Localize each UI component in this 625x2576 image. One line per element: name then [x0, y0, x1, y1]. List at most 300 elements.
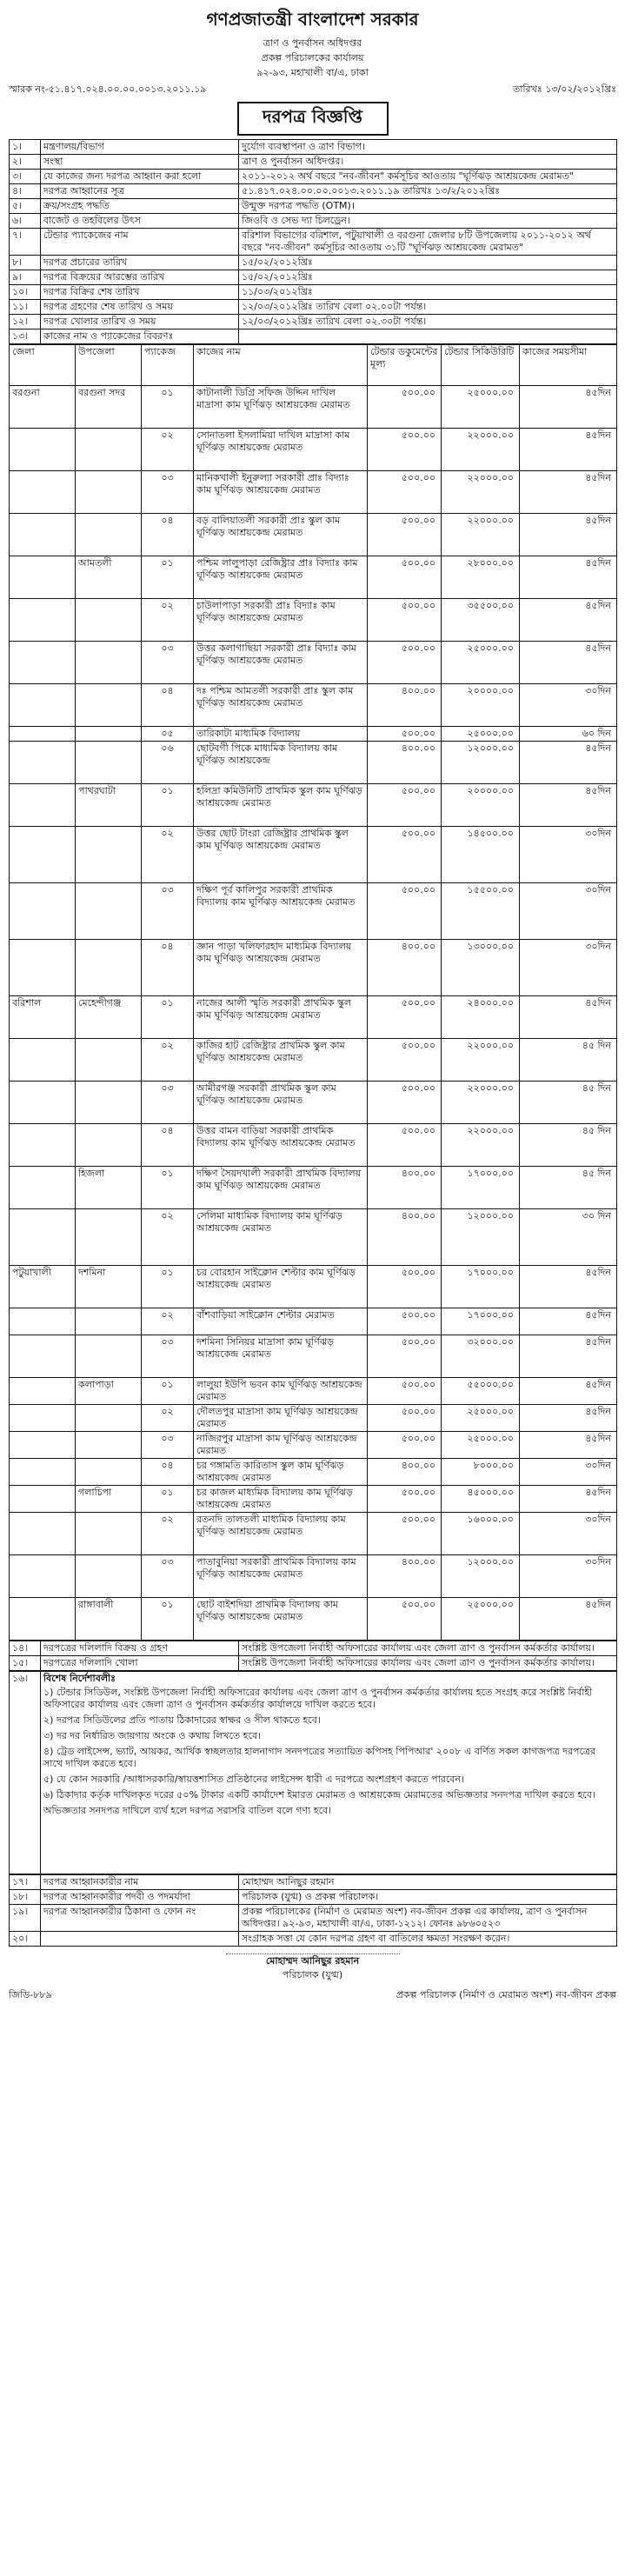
tail-row: [10, 1641, 617, 1656]
package-row: [10, 1486, 617, 1513]
info-row: [10, 285, 617, 300]
col-work-name: কাজের নাম: [194, 345, 368, 386]
info-row: [10, 155, 617, 170]
package-upazila: মেহেন্দীগঞ্জ: [76, 996, 142, 1039]
package-number: ০১: [142, 1378, 194, 1405]
package-security: ২০০০০.০০: [442, 784, 520, 827]
package-security: ৮০০০.০০: [442, 1459, 520, 1486]
package-work-name: কাটানালী ডিগ্রি সফিজ উদ্দিন দাখিল মাদ্রাসা কাম ঘূর্ণিঝড় আশ্রয়কেন্দ্র মেরামত: [194, 386, 368, 429]
package-duration: ৪৫দিন: [520, 429, 617, 471]
package-district: [10, 883, 76, 940]
package-duration: ৪৫দিন: [520, 599, 617, 642]
package-number: ০৩: [142, 642, 194, 684]
officer-row-label: [41, 1932, 239, 1947]
info-row: [10, 256, 617, 270]
package-number: ০২: [142, 1039, 194, 1082]
package-security: ১২০০০.০০: [442, 1209, 520, 1266]
package-upazila: [76, 684, 142, 727]
info-row: [10, 199, 617, 214]
package-security: ২৫০০০.০০: [442, 1405, 520, 1432]
package-work-name: নাজিরপুর মাদ্রাসা কাম ঘূর্ণিঝড় আশ্রয়কেন্দ্র মেরামত: [194, 1432, 368, 1459]
package-doc-price: ৫০০.০০: [368, 471, 442, 514]
package-row: [10, 599, 617, 642]
package-duration: ৪৫ দিন: [520, 1082, 617, 1124]
package-upazila: দশমিনা: [76, 1266, 142, 1308]
package-security: ২৫০০০.০০: [442, 386, 520, 429]
package-doc-price: ৫০০.০০: [368, 1124, 442, 1167]
package-upazila: বরগুনা সদর: [76, 386, 142, 429]
package-upazila: হিজলা: [76, 1167, 142, 1209]
info-row-label: দরপত্র খোলার তারিখ ও সময়: [41, 315, 239, 329]
memo-number: স্মারক নং-৫১.৪১৭.০২৪.০০.০০.০০১৩.২০১১.১৯: [9, 83, 207, 95]
info-row-number: ২।: [10, 155, 41, 170]
package-work-name: চাউলাপাড়া সরকারী প্রাঃ বিদ্যাঃ কাম ঘূর্ণিঝড় আশ্রয়কেন্দ্র মেরামত: [194, 599, 368, 642]
package-work-name: দক্ষিণ পূর্ব কালিপুর সরকারী প্রাথমিক বিদ্যালয় কাম ঘূর্ণিঝড় আশ্রয়কেন্দ্র মেরামত: [194, 883, 368, 940]
package-security: ৫৫০০০.০০: [442, 1378, 520, 1405]
package-duration: ৪৫দিন: [520, 742, 617, 784]
package-security: ৩২০০০.০০: [442, 1335, 520, 1378]
info-row-value: বরিশাল বিভাগের বরিশাল, পটুয়াখালী ও বরগুনা জেলার ৮টি উপজেলায় ২০১১-২০১২ অর্থ বছরে "নব-জীবন" কর্মসূচির আওতায় ৩১টি "ঘূর্ণিঝড় আশ্রয়কেন্দ্র মেরামত": [239, 229, 617, 256]
package-security: ২২০০০.০০: [442, 429, 520, 471]
package-security: ২৫০০০.০০: [442, 642, 520, 684]
package-upazila: [76, 1209, 142, 1266]
package-upazila: [76, 642, 142, 684]
package-number: ০১: [142, 1266, 194, 1308]
col-district: জেলা: [10, 345, 76, 386]
package-upazila: [76, 1432, 142, 1459]
package-security: ৪৫০০০.০০: [442, 1486, 520, 1513]
info-row-number: ৭।: [10, 229, 41, 256]
package-doc-price: ৫০০.০০: [368, 827, 442, 883]
package-doc-price: ৫০০.০০: [368, 1039, 442, 1082]
info-row-value: ত্রাণ ও পুনর্বাসন অধিদপ্তর।: [239, 155, 617, 170]
package-doc-price: ৫০০.০০: [368, 1335, 442, 1378]
package-work-name: বাঁশবাড়িয়া সাইক্লোন শেল্টার মেরামত: [194, 1308, 368, 1335]
package-row: [10, 1124, 617, 1167]
package-district: [10, 599, 76, 642]
package-row: [10, 684, 617, 727]
package-row: [10, 1167, 617, 1209]
package-row: [10, 1308, 617, 1335]
special-instruction-item: ৬) ঠিকাদার কর্তৃক দাখিলকৃত দরের ৫০% টাকার একটি কার্যাদেশ ইমারত মেরামত ও আশ্রয়কেন্দ্র মেরামতের অভিজ্ঞতার সনদপত্র দাখিল করতে হবে।: [43, 1789, 595, 1801]
signatory-designation: পরিচালক (যুগ্ম): [282, 1969, 343, 1980]
package-number: ০৪: [142, 684, 194, 727]
package-doc-price: ৫০০.০০: [368, 514, 442, 556]
officer-row-value: সংগ্রাহক সত্তা যে কোন দরপত্র গ্রহণ বা বাতিলের ক্ষমতা সংরক্ষণ করেন।: [239, 1932, 617, 1947]
package-number: ০৩: [142, 883, 194, 940]
package-upazila: [76, 1405, 142, 1432]
officer-row-number: ১৯।: [10, 1905, 41, 1932]
package-district: [10, 1555, 76, 1598]
special-title: বিশেষ নির্দেশাবলীঃ: [43, 1673, 116, 1684]
office-name: প্রকল্প পরিচালকের কার্যালয়: [261, 52, 364, 63]
package-district: [10, 1486, 76, 1513]
package-header-row: [10, 345, 617, 386]
package-security: ২২০০০.০০: [442, 514, 520, 556]
officer-row: [10, 1905, 617, 1932]
package-number: ০৪: [142, 1124, 194, 1167]
package-number: ০১: [142, 1167, 194, 1209]
package-row: [10, 556, 617, 599]
package-work-name: দঃ পশ্চিম আমতলী সরকারী প্রাঃ স্কুল কাম ঘূর্ণিঝড় আশ্রয়কেন্দ্র মেরামত: [194, 684, 368, 727]
package-row: [10, 1082, 617, 1124]
signature-block: [9, 1954, 616, 1982]
package-duration: ৩০দিন: [520, 1459, 617, 1486]
package-duration: ৩০ দিন: [520, 1209, 617, 1266]
package-security: ২২০০০.০০: [442, 1124, 520, 1167]
package-number: ০১: [142, 1598, 194, 1641]
package-work-name: উত্তর বামন বাড়িয়া সরকারী প্রাথমিক বিদ্যালয় কাম ঘূর্ণিঝড় আশ্রয়কেন্দ্র মেরামত: [194, 1124, 368, 1167]
package-upazila: [76, 1082, 142, 1124]
package-duration: ৪৫দিন: [520, 1378, 617, 1405]
package-number: ০৩: [142, 471, 194, 514]
package-security: ২৫০০০.০০: [442, 1432, 520, 1459]
package-duration: ৩০দিন: [520, 827, 617, 883]
package-number: ০১: [142, 996, 194, 1039]
package-security: ২৮০০০.০০: [442, 556, 520, 599]
package-number: ০২: [142, 827, 194, 883]
package-upazila: রাঙ্গাবালী: [76, 1598, 142, 1641]
package-row: [10, 1266, 617, 1308]
info-row-value: ১২/০৩/২০১২খ্রিঃ তারিখ বেলা ০২.০০টা পর্যন্ত।: [239, 300, 617, 315]
officer-row: [10, 1890, 617, 1905]
package-row: [10, 1209, 617, 1266]
info-row-value: ১৫/০২/২০১২খ্রিঃ: [239, 270, 617, 285]
tail-row-value: সংশ্লিষ্ট উপজেলা নির্বাহী অফিসারের কার্যালয় এবং জেলা ত্রাণ ও পুনর্বাসন কর্মকর্তার কার্যালয়।: [239, 1641, 617, 1656]
info-row-label: দরপত্র বিক্রয়ের আরম্ভের তারিখ: [41, 270, 239, 285]
info-row-number: ৯।: [10, 270, 41, 285]
package-row: [10, 883, 617, 940]
special-instruction-item: ১) টেন্ডার সিডিউল, সংশ্লিষ্ট উপজেলা নির্বাহী অফিসারের কার্যালয় এবং জেলা ত্রাণ ও পুনর্বাসন কর্মকর্তার কার্যালয় হতে সংগ্রহ করে সংশ্লিষ্ট নির্বাহী অফিসারের কার্যালয় এবং জেলা ত্রাণ ও পুনর্বাসন কর্মকর্তার কার্যালয়ে দাখিল করতে হবে।: [43, 1687, 593, 1710]
package-work-name: জ্ঞান পাড়া খলিফারহাদ মাধ্যমিক বিদ্যালয় কাম ঘূর্ণিঝড় আশ্রয়কেন্দ্র মেরামত: [194, 940, 368, 996]
package-district: [10, 1378, 76, 1405]
package-row: [10, 1378, 617, 1405]
info-row-label: ক্রয়/সংগ্রহ পদ্ধতি: [41, 199, 239, 214]
package-security: ৩৫৫০০.০০: [442, 599, 520, 642]
info-row-label: মন্ত্রণালয়/বিভাগ: [41, 140, 239, 155]
package-district: [10, 1082, 76, 1124]
package-row: [10, 386, 617, 429]
notice-title: দরপত্র বিজ্ঞপ্তি: [237, 102, 389, 136]
special-body: [41, 1672, 617, 1874]
package-security: ১৬০০০.০০: [442, 1513, 520, 1555]
special-instruction-item: ২) দরপত্র সিডিউলের প্রতি পাতায় ঠিকাদারের স্বাক্ষর ও সীল থাকতে হবে।: [43, 1714, 321, 1726]
package-district: [10, 784, 76, 827]
package-doc-price: ৫০০.০০: [368, 1308, 442, 1335]
package-row: [10, 1405, 617, 1432]
package-duration: ৪৫দিন: [520, 784, 617, 827]
officer-table: [9, 1874, 617, 1947]
col-doc-price: টেন্ডার ডকুমেন্টের মূল্য: [368, 345, 442, 386]
tail-row: [10, 1656, 617, 1671]
package-doc-price: ৪০০.০০: [368, 1167, 442, 1209]
package-row: [10, 642, 617, 684]
info-row-number: ১।: [10, 140, 41, 155]
package-duration: ৪৫ দিন: [520, 1124, 617, 1167]
package-security: ১৪৫০০.০০: [442, 827, 520, 883]
package-district: [10, 742, 76, 784]
package-duration: ৪৫দিন: [520, 1598, 617, 1641]
package-district: [10, 1335, 76, 1378]
info-row-label: সংস্থা: [41, 155, 239, 170]
package-doc-price: ৫০০.০০: [368, 1082, 442, 1124]
package-security: ১৫৫০০.০০: [442, 883, 520, 940]
package-doc-price: ৫০০.০০: [368, 386, 442, 429]
package-work-name: বড় বালিয়াতলী সরকারী প্রাঃ স্কুল কাম ঘূর্ণিঝড় আশ্রয়কেন্দ্র মেরামত: [194, 514, 368, 556]
package-work-name: উত্তর ছোট টাংরা রেজিষ্ট্রার প্রাথমিক স্কুল কাম ঘূর্ণিঝড় আশ্রয়কেন্দ্র মেরামত: [194, 827, 368, 883]
package-district: বরিশাল: [10, 996, 76, 1039]
package-security: ২০০০০.০০: [442, 684, 520, 727]
package-number: ০৪: [142, 514, 194, 556]
package-duration: ৪৫দিন: [520, 556, 617, 599]
package-number: ০২: [142, 1513, 194, 1555]
package-work-name: চর গঙ্গামতি কারিতাস স্কুল কাম ঘূর্ণিঝড় আশ্রয়কেন্দ্র মেরামত: [194, 1459, 368, 1486]
package-number: ০১: [142, 784, 194, 827]
package-doc-price: ৪০০.০০: [368, 1555, 442, 1598]
info-row-label: যে কাজের জন্য দরপত্র আহ্বান করা হলো: [41, 170, 239, 184]
package-security: ১৭০০০.০০: [442, 1308, 520, 1335]
info-row: [10, 184, 617, 199]
package-upazila: পাথরঘাটা: [76, 784, 142, 827]
package-doc-price: ৫০০.০০: [368, 996, 442, 1039]
package-doc-price: ৫০০.০০: [368, 1432, 442, 1459]
info-row-label: টেন্ডার প্যাকেজের নাম: [41, 229, 239, 256]
package-district: পটুয়াখালী: [10, 1266, 76, 1308]
package-duration: ৪৫দিন: [520, 1486, 617, 1513]
package-district: [10, 1598, 76, 1641]
memo-date: তারিখঃ ১৩/০২/২০১২খ্রিঃ: [512, 83, 616, 95]
special-instruction-item: ৩) দর দর নির্ধারিত জায়গায় অংকে ও কথায় লিখতে হবে।: [43, 1730, 261, 1741]
package-doc-price: ৫০০.০০: [368, 727, 442, 742]
package-work-name: ছোট বাইশদিয়া প্রাথমিক বিদ্যালয় কাম ঘূর্ণিঝড় আশ্রয়কেন্দ্র মেরামত: [194, 1598, 368, 1641]
package-district: [10, 1039, 76, 1082]
package-work-name: লালুয়া ইউপি ভবন কাম ঘূর্ণিঝড় আশ্রয়কেন্দ্র মেরামত: [194, 1378, 368, 1405]
info-row-value: ১৫/০২/২০১২খ্রিঃ: [239, 256, 617, 270]
signatory-office: প্রকল্প পরিচালক (নির্মাণ ও মেরামত অংশ) নব-জীবন প্রকল্প: [396, 1989, 616, 2000]
package-upazila: [76, 827, 142, 883]
info-row-number: ১৩।: [10, 329, 41, 344]
package-doc-price: ৫০০.০০: [368, 1598, 442, 1641]
info-row: [10, 270, 617, 285]
package-work-name: সোনাতলা ইসলামিয়া দাখিল মাদ্রাসা কাম ঘূর্ণিঝড় আশ্রয়কেন্দ্র মেরামত: [194, 429, 368, 471]
package-security: ১৩০০০.০০: [442, 940, 520, 996]
reference-row: [9, 82, 616, 98]
package-row: [10, 1513, 617, 1555]
package-duration: ৪৫ দিন: [520, 1039, 617, 1082]
info-row-number: ৪।: [10, 184, 41, 199]
package-doc-price: ৪০০.০০: [368, 1459, 442, 1486]
package-work-name: দক্ষিণ সৈয়দখালী সরকারী প্রাথমিক বিদ্যালয় কাম ঘূর্ণিঝড় আশ্রয়কেন্দ্র মেরামত: [194, 1167, 368, 1209]
package-row: [10, 1432, 617, 1459]
package-duration: ৪৫দিন: [520, 1405, 617, 1432]
package-district: [10, 1209, 76, 1266]
package-row: [10, 1039, 617, 1082]
package-table: [9, 344, 617, 1641]
officer-row-value: প্রকল্প পরিচালকের (নির্মাণ ও মেরামত অংশ) নব-জীবন প্রকল্প এর কার্যালয়, ত্রাণ ও পুনর্বাসন অধিদপ্তর। ৯২-৯৩, মহাখালী বা/এ, ঢাকা-১২১২। ফোনঃ ৯৮৬০৫২৩: [239, 1905, 617, 1932]
package-duration: ৪৫দিন: [520, 642, 617, 684]
package-work-name: পাতাবুনিয়া সরকারী প্রাথমিক বিদ্যালয় কাম ঘূর্ণিঝড় আশ্রয়কেন্দ্র মেরামত: [194, 1555, 368, 1598]
package-security: ২৪০০০.০০: [442, 996, 520, 1039]
special-instructions-table: [9, 1671, 617, 1874]
package-doc-price: ৫০০.০০: [368, 429, 442, 471]
package-upazila: [76, 883, 142, 940]
package-number: ০৩: [142, 1335, 194, 1378]
package-doc-price: ৫০০.০০: [368, 1378, 442, 1405]
notice-footer: [9, 1987, 616, 2004]
sale-opening-table: [9, 1641, 617, 1671]
package-row: [10, 1598, 617, 1641]
special-instruction-item: অভিজ্ঞতার সনদপত্র দাখিলে ব্যর্থ হলে দরপত্র সরাসরি বাতিল বলে গণ্য হবে।: [43, 1805, 332, 1816]
package-district: [10, 514, 76, 556]
special-instruction-item: ৪) ট্রেড লাইসেন্স, ভ্যাট, আয়কর, আর্থিক স্বচ্ছলতার হালনাগাদ সনদপত্রের সত্যায়িত কপিসহ পিপিআর' ২০০৮ এ বর্ণিত সকল কাগজপত্র দরপত্রের সাথে দাখিল করতে হবে।: [43, 1746, 596, 1769]
package-row: [10, 940, 617, 996]
info-row-value: ১২/০৩/২০১২খ্রিঃ তারিখ বেলা ০২.৩০টা পর্যন্ত।: [239, 315, 617, 329]
package-security: ২৫০০০.০০: [442, 727, 520, 742]
package-upazila: [76, 940, 142, 996]
package-upazila: [76, 727, 142, 742]
signatory-name: মোহাম্মদ আনিছুর রহমান: [265, 1955, 360, 1967]
package-doc-price: ৫০০.০০: [368, 642, 442, 684]
package-work-name: নাজের আলী স্মৃতি সরকারী প্রাথমিক স্কুল কাম ঘূর্ণিঝড় আশ্রয়কেন্দ্র মেরামত: [194, 996, 368, 1039]
package-work-name: হলিদ্রা কমিউনিটি প্রাথমিক স্কুল কাম ঘূর্ণিঝড় আশ্রয়কেন্দ্র মেরামত: [194, 784, 368, 827]
package-security: ১৭০০০.০০: [442, 1266, 520, 1308]
package-row: [10, 784, 617, 827]
package-number: ০৩: [142, 1555, 194, 1598]
package-number: ০২: [142, 1209, 194, 1266]
package-upazila: [76, 1459, 142, 1486]
officer-row: [10, 1932, 617, 1947]
package-doc-price: ৫০০.০০: [368, 883, 442, 940]
package-upazila: [76, 1039, 142, 1082]
col-upazila: উপজেলা: [76, 345, 142, 386]
package-district: [10, 940, 76, 996]
package-number: ০৩: [142, 1082, 194, 1124]
government-name: গণপ্রজাতন্ত্রী বাংলাদেশ সরকার: [206, 9, 419, 30]
package-number: ০৫: [142, 727, 194, 742]
package-number: ০৪: [142, 940, 194, 996]
info-row: [10, 140, 617, 155]
package-number: ০১: [142, 386, 194, 429]
package-duration: ৪৫দিন: [520, 471, 617, 514]
officer-row-number: ২০।: [10, 1932, 41, 1947]
notice-header: [9, 0, 616, 80]
package-number: ০২: [142, 429, 194, 471]
info-row-value: জিওবি ও সেভ দ্যা চিলড্রেন।: [239, 214, 617, 229]
package-row: [10, 742, 617, 784]
package-security: ১২০০০.০০: [442, 1555, 520, 1598]
package-district: [10, 1167, 76, 1209]
info-row-number: ৫।: [10, 199, 41, 214]
special-items: [43, 1687, 614, 1817]
package-security: ২৫০০০.০০: [442, 1598, 520, 1641]
info-row: [10, 229, 617, 256]
package-number: ০২: [142, 1308, 194, 1335]
package-doc-price: ৪০০.০০: [368, 684, 442, 727]
special-no: ১৬।: [10, 1672, 41, 1874]
package-work-name: উত্তর কলাগাছিয়া সরকারী প্রাঃ বিদ্যাঃ কাম ঘূর্ণিঝড় আশ্রয়কেন্দ্র মেরামত: [194, 642, 368, 684]
package-upazila: [76, 514, 142, 556]
package-upazila: [76, 471, 142, 514]
package-district: [10, 471, 76, 514]
info-row: [10, 214, 617, 229]
package-district: [10, 827, 76, 883]
package-number: ০৩: [142, 1432, 194, 1459]
info-row-value: ১১/০৩/২০১২খ্রিঃ: [239, 285, 617, 300]
package-work-name: দৌলতপুর মাদ্রাসা কাম ঘূর্ণিঝড় আশ্রয়কেন্দ্র মেরামত: [194, 1405, 368, 1432]
package-district: [10, 1432, 76, 1459]
package-work-name: তারিকাটা মাধ্যমিক বিদ্যালয়: [194, 727, 368, 742]
package-doc-price: ৫০০.০০: [368, 1513, 442, 1555]
package-duration: ৩০দিন: [520, 883, 617, 940]
package-district: [10, 1459, 76, 1486]
officer-row-label: দরপত্র আহ্বানকারীর ঠিকানা ও ফোন নং: [41, 1905, 239, 1932]
package-row: [10, 827, 617, 883]
package-doc-price: ৫০০.০০: [368, 1266, 442, 1308]
package-work-name: সেলিমা মাধ্যমিক বিদ্যালয় কাম ঘূর্ণিঝড় আশ্রয়কেন্দ্র মেরামত: [194, 1209, 368, 1266]
package-doc-price: ৫০০.০০: [368, 599, 442, 642]
info-row: [10, 170, 617, 184]
info-row-label: দরপত্র প্রচারের তারিখ: [41, 256, 239, 270]
officer-row-number: ১৭।: [10, 1875, 41, 1890]
officer-row-value: পরিচালক (যুগ্ম) ও প্রকল্প পরিচালক।: [239, 1890, 617, 1905]
info-row-label: দরপত্র আহ্বানের সূত্র: [41, 184, 239, 199]
info-row: [10, 300, 617, 315]
info-row-value: দুর্যোগ ব্যবস্থাপনা ও ত্রাণ বিভাগ।: [239, 140, 617, 155]
tail-row-number: ১৫।: [10, 1656, 41, 1671]
special-instruction-item: ৫) যে কোন সরকারি /আধাসরকারি/স্বায়ত্তশাসিত প্রতিষ্ঠানের লাইসেন্স ধারী এ দরপত্রে অংশগ্রহণ করতে পারবেন।: [43, 1774, 464, 1785]
info-row-number: ৬।: [10, 214, 41, 229]
info-row-number: ৩।: [10, 170, 41, 184]
info-row-value: ২০১১-২০১২ অর্থ বছরে "নব-জীবন" কর্মসূচির আওতায় "ঘূর্ণিঝড় আশ্রয়কেন্দ্র মেরামত": [239, 170, 617, 184]
package-duration: ৪৫দিন: [520, 386, 617, 429]
info-row-label: বাজেট ও তহবিলের উৎস: [41, 214, 239, 229]
tail-row-value: সংশ্লিষ্ট উপজেলা নির্বাহী অফিসারের কার্যালয় এবং জেলা ত্রাণ ও পুনর্বাসন কর্মকর্তার কার্যালয়।: [239, 1656, 617, 1671]
package-row: [10, 471, 617, 514]
col-package: প্যাকেজ: [142, 345, 194, 386]
package-security: ২২০০০.০০: [442, 1082, 520, 1124]
col-security: টেন্ডার সিকিউরিটি: [442, 345, 520, 386]
package-work-name: চর বোরহান সাইক্লোন শেল্টার কাম ঘূর্ণিঝড় আশ্রয়কেন্দ্র মেরামত: [194, 1266, 368, 1308]
package-duration: ৪৫ দিন: [520, 1167, 617, 1209]
package-work-name: কাজির হাট রেজিষ্ট্রার প্রাথমিক স্কুল কাম ঘূর্ণিঝড় আশ্রয়কেন্দ্র মেরামত: [194, 1039, 368, 1082]
package-security: ২২০০০.০০: [442, 471, 520, 514]
package-upazila: কলাপাড়া: [76, 1378, 142, 1405]
package-duration: ৬০ দিন: [520, 727, 617, 742]
package-work-name: আমীরগঞ্জ সরকারী প্রাথমিক স্কুল কাম ঘূর্ণিঝড় আশ্রয়কেন্দ্র মেরামত: [194, 1082, 368, 1124]
package-upazila: [76, 1308, 142, 1335]
package-doc-price: ৪০০.০০: [368, 1209, 442, 1266]
package-row: [10, 1555, 617, 1598]
tail-row-label: দরপত্রের দলিলাদি বিক্রয় ও গ্রহণ: [41, 1641, 239, 1656]
info-row: [10, 315, 617, 329]
package-district: [10, 1513, 76, 1555]
info-row-value: [239, 329, 617, 344]
package-row: [10, 1335, 617, 1378]
package-district: [10, 727, 76, 742]
info-row-label: কাজের নাম ও প্যাকেজের বিবরণঃ: [41, 329, 239, 344]
package-duration: ৪৫দিন: [520, 1432, 617, 1459]
package-upazila: গলাচিপা: [76, 1486, 142, 1513]
package-work-name: দশমিনা সিনিয়র মাদ্রাসা কাম ঘূর্ণিঝড় আশ্রয়কেন্দ্র মেরামত: [194, 1335, 368, 1378]
package-upazila: [76, 1124, 142, 1167]
package-upazila: [76, 429, 142, 471]
package-security: ২২০০০.০০: [442, 1039, 520, 1082]
package-work-name: ছোটবগী পিকে মাধ্যমিক বিদ্যালয় কাম ঘূর্ণিঝড় আশ্রয়কেন্দ্র: [194, 742, 368, 784]
package-number: ০৪: [142, 1459, 194, 1486]
package-row: [10, 727, 617, 742]
package-row: [10, 429, 617, 471]
package-security: ১২০০০.০০: [442, 742, 520, 784]
